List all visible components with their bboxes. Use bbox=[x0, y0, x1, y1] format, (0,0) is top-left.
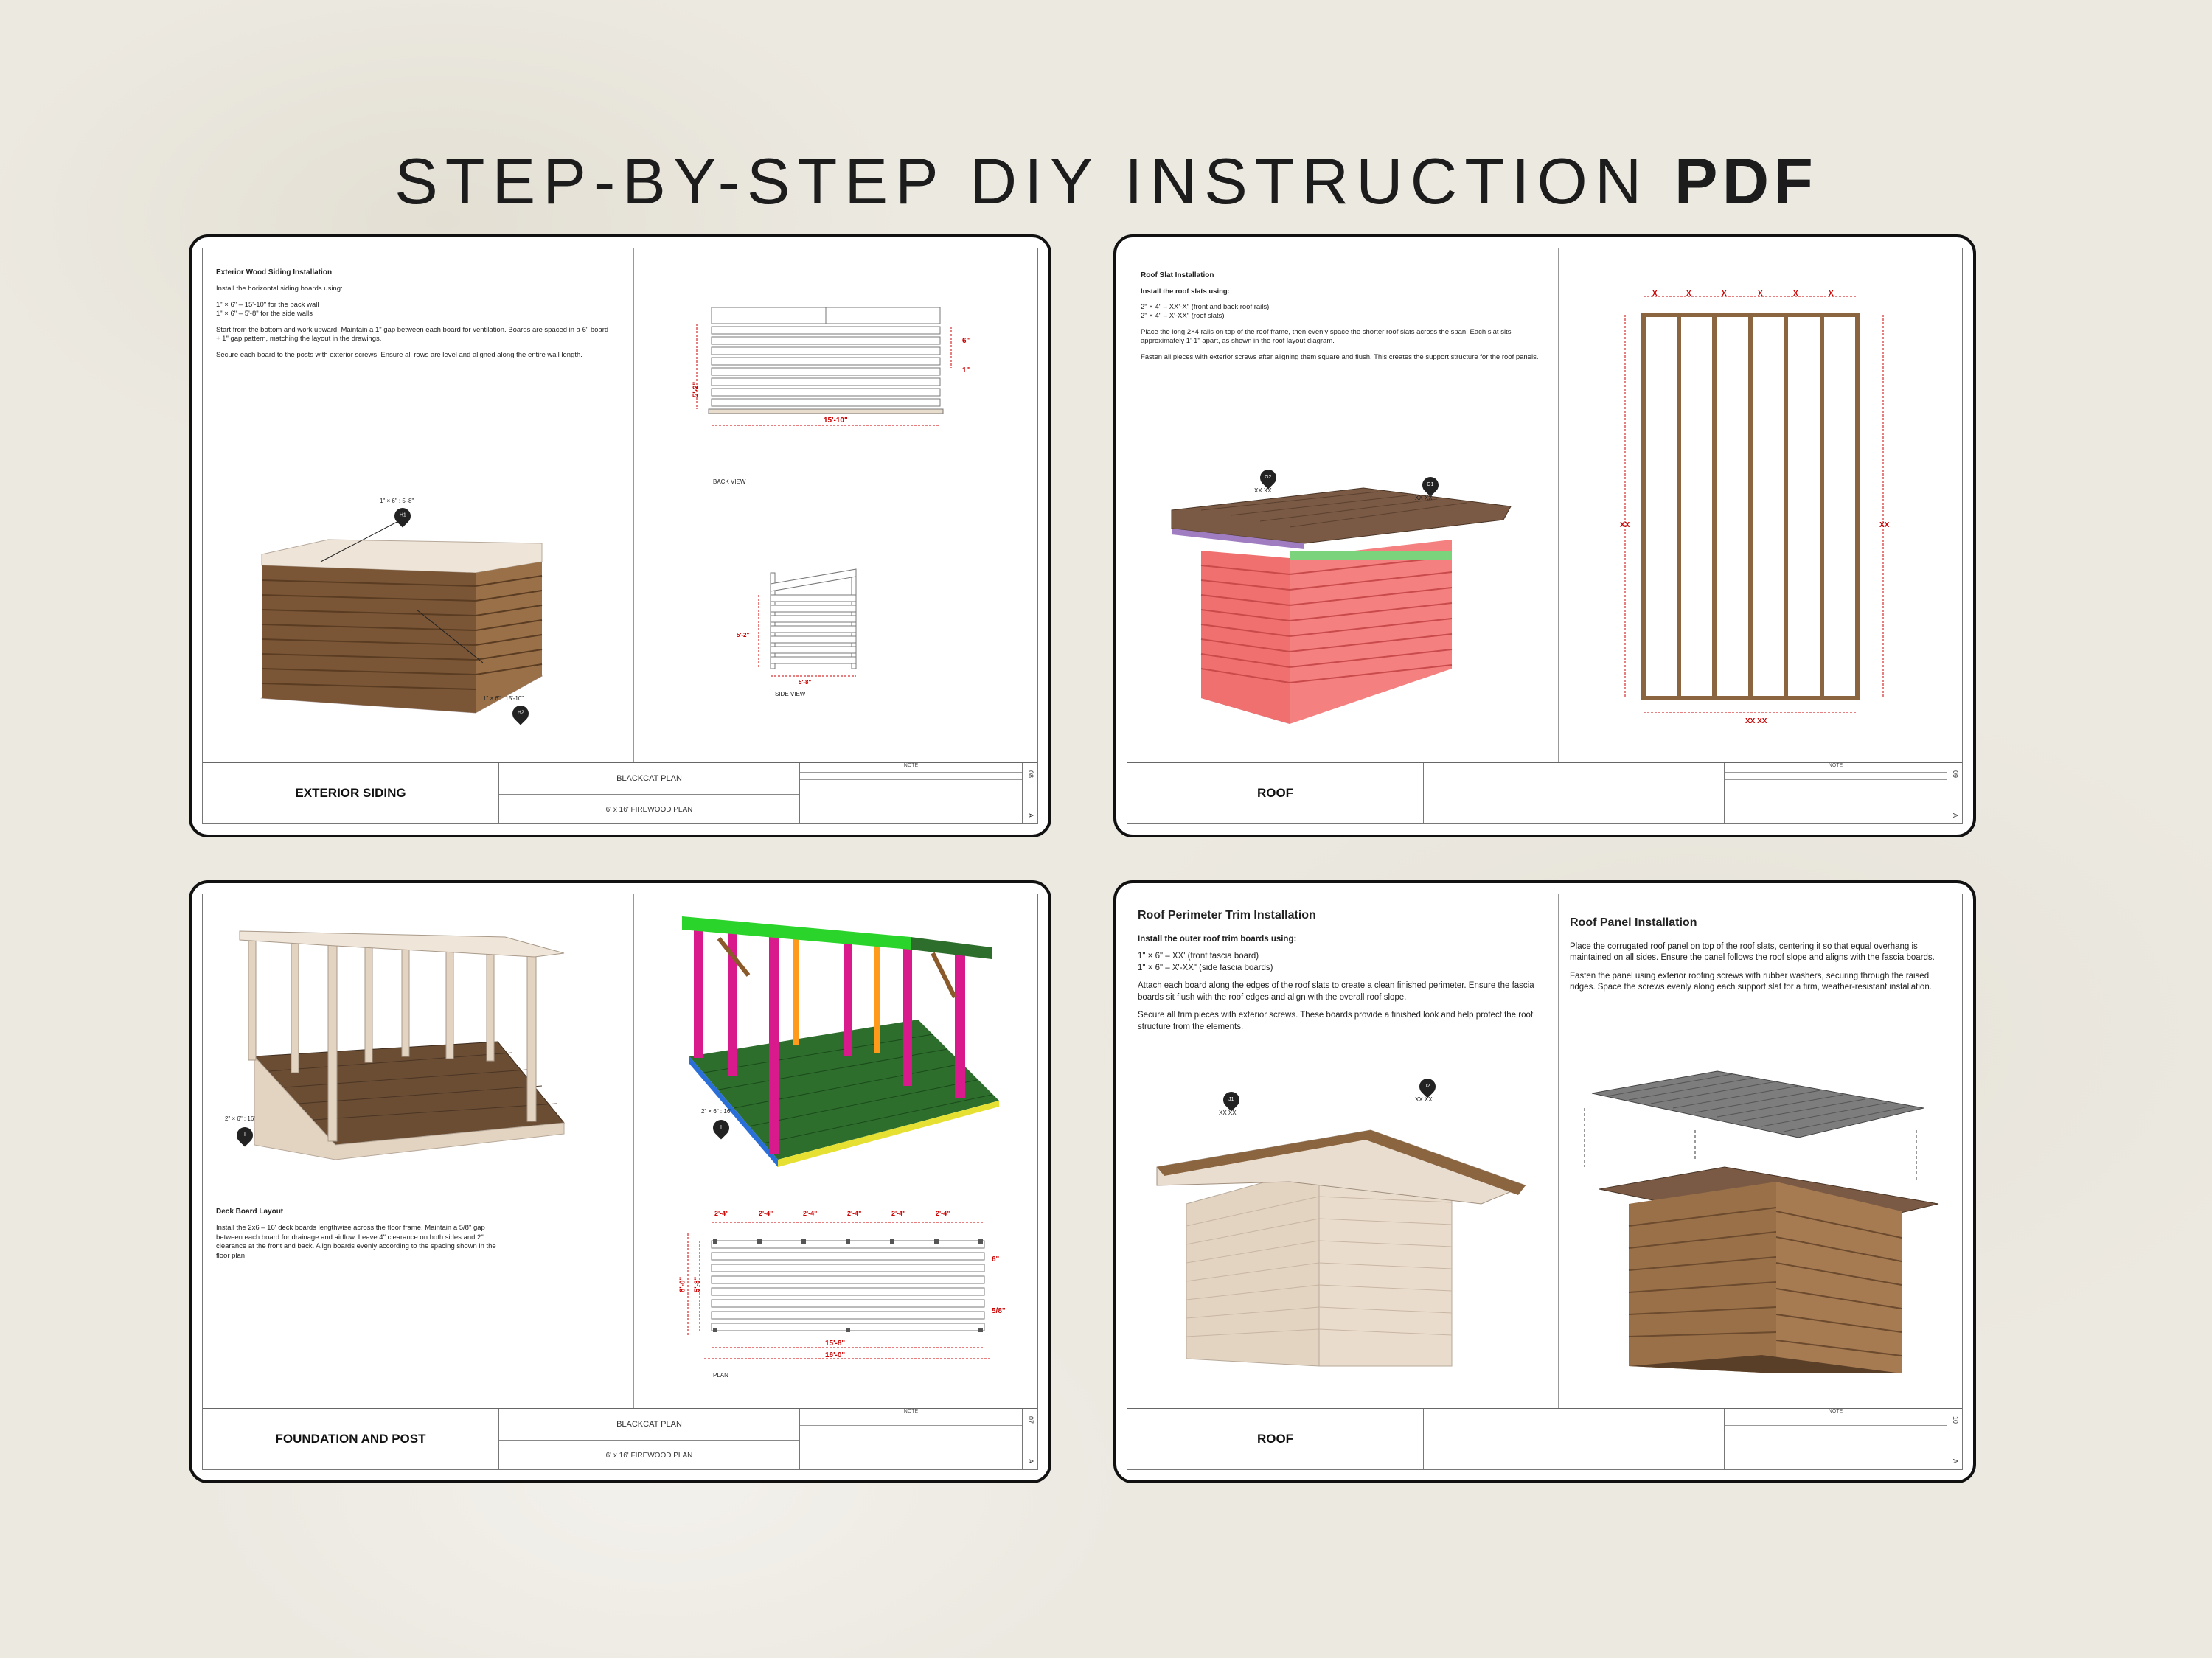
panel-iso-drawing bbox=[1570, 1064, 1953, 1388]
instructions-p4: Secure each board to the posts with exterior screws. Ensure all rows are level and aligned along the entire wall length. bbox=[216, 350, 582, 359]
note-line bbox=[1725, 1425, 1947, 1426]
note-box bbox=[800, 763, 1023, 823]
dim-bottom: XX XX bbox=[1745, 717, 1767, 725]
back-view-drawing bbox=[675, 300, 984, 470]
sheet-title: EXTERIOR SIDING bbox=[203, 763, 499, 823]
dim-x-2: X bbox=[1686, 290, 1691, 298]
dim-spacing-1: 2'-4" bbox=[714, 1210, 729, 1217]
dim-spacing-6: 2'-4" bbox=[936, 1210, 950, 1217]
sheet-exterior-siding bbox=[189, 234, 1051, 837]
plan-info bbox=[499, 763, 800, 823]
note-box bbox=[1725, 1409, 1947, 1469]
sheet-number-box bbox=[1947, 763, 1964, 823]
dim-xx-right: XX bbox=[1879, 521, 1890, 529]
sheet-title: ROOF bbox=[1127, 1409, 1424, 1469]
dim-side-width: 5'-8" bbox=[799, 679, 812, 686]
headline-main: STEP-BY-STEP DIY INSTRUCTION bbox=[394, 144, 1649, 217]
sheet-divider bbox=[633, 248, 634, 763]
tag-g2-text: XX XX bbox=[1254, 487, 1272, 494]
instructions-heading: Roof Slat Installation bbox=[1141, 271, 1214, 279]
note-line bbox=[800, 779, 1022, 780]
note-line bbox=[1725, 779, 1947, 780]
trim-sub: Install the outer roof trim boards using: bbox=[1138, 934, 1297, 944]
panel-r1: Place the corrugated roof panel on top of the roof slats, centering it so that equal overhang is maintained on all sides. Ensure the panel follows the roof slope and aligns with the fascia boards. bbox=[1570, 941, 1935, 963]
instructions-sub: Install the roof slats using: bbox=[1141, 288, 1230, 296]
sheet-title: ROOF bbox=[1127, 763, 1424, 823]
back-view-label: BACK VIEW bbox=[713, 478, 746, 485]
sheet-number-box bbox=[1023, 763, 1039, 823]
dim-gap: 1" bbox=[962, 366, 970, 375]
sheet-roof-slat bbox=[1113, 234, 1976, 837]
note-label: NOTE bbox=[800, 763, 1022, 773]
instructions bbox=[216, 1207, 496, 1267]
roof-slat-plan-drawing bbox=[1614, 285, 1909, 713]
sheet-roof-trim-panel bbox=[1113, 880, 1976, 1483]
instructions-p2: 1" × 6" – 15'-10" for the back wall 1" × 6" – 5'-8" for the side walls bbox=[216, 300, 319, 318]
instructions bbox=[216, 268, 614, 366]
sheet-foundation-post bbox=[189, 880, 1051, 1483]
page-headline bbox=[0, 144, 2212, 219]
instructions-p3: Fasten all pieces with exterior screws after aligning them square and flush. This creates the support structure for the roof panels. bbox=[1141, 352, 1539, 361]
deck-plan-drawing bbox=[675, 1211, 1014, 1388]
callout-post: 2" × 6" : 16' bbox=[225, 1115, 255, 1122]
title-block bbox=[203, 762, 1037, 823]
plan-subtitle: 6' x 16' FIREWOOD PLAN bbox=[605, 1451, 693, 1460]
dim-spacing-2: 2'-4" bbox=[759, 1210, 773, 1217]
revision: A bbox=[1027, 812, 1034, 818]
note-label: NOTE bbox=[800, 1409, 1022, 1418]
dim-x-1: X bbox=[1652, 290, 1658, 298]
note-box bbox=[800, 1409, 1023, 1469]
tag-deck: I bbox=[709, 1116, 732, 1139]
tag-j1-text: XX XX bbox=[1219, 1110, 1237, 1116]
dim-x-4: X bbox=[1758, 290, 1763, 298]
trim-heading: Roof Perimeter Trim Installation bbox=[1138, 909, 1316, 922]
plan-info bbox=[499, 1409, 800, 1469]
sheet-title: FOUNDATION AND POST bbox=[203, 1409, 499, 1469]
sheet-frame bbox=[1127, 894, 1963, 1470]
dim-board-width: 6" bbox=[992, 1255, 1000, 1264]
callout-h1: 1" × 6" : 5'-8" bbox=[380, 498, 414, 504]
dim-depth-outer: 6'-0" bbox=[678, 1276, 687, 1293]
sheet-divider bbox=[1558, 248, 1559, 763]
instructions bbox=[1141, 271, 1539, 369]
dim-x-6: X bbox=[1829, 290, 1834, 298]
title-block bbox=[1127, 1408, 1962, 1469]
sheet-divider bbox=[1558, 894, 1559, 1409]
plan-label: PLAN bbox=[713, 1372, 728, 1379]
trim-instructions bbox=[1138, 908, 1543, 1039]
dim-inner-length: 15'-8" bbox=[825, 1340, 846, 1348]
dim-x-3: X bbox=[1722, 290, 1727, 298]
roof-slat-iso-drawing bbox=[1157, 470, 1526, 742]
tag-h2: H2 bbox=[509, 702, 532, 725]
tag-g1-text: XX XX bbox=[1415, 495, 1433, 501]
tag-post: I bbox=[233, 1124, 256, 1146]
plan-name: BLACKCAT PLAN bbox=[499, 763, 799, 795]
callout-deck: 2" × 6" : 16' bbox=[701, 1108, 731, 1115]
instructions-p1: Install the horizontal siding boards using: bbox=[216, 285, 343, 293]
note-box bbox=[1725, 763, 1947, 823]
dim-side-height: 5'-2" bbox=[737, 632, 750, 638]
tag-j2: J2 bbox=[1416, 1075, 1439, 1098]
tag-j1: J1 bbox=[1220, 1088, 1242, 1111]
revision: A bbox=[1952, 1458, 1959, 1463]
panel-r2: Fasten the panel using exterior roofing screws with rubber washers, securing through the raised ridges. Space the screws evenly along each support slat for a firm, weather-resistant installation. bbox=[1570, 971, 1932, 992]
side-view-drawing bbox=[748, 565, 896, 683]
panel-instructions bbox=[1570, 915, 1953, 1000]
instructions-p3: Start from the bottom and work upward. Maintain a 1" gap between each board for ventilation. Boards are spaced in a 6" board + 1" gap pattern, matching the layout in the drawings. bbox=[216, 325, 609, 344]
trim-p1: 1" × 6" – XX' (front fascia board) 1" × 6" – X'-XX" (side fascia boards) bbox=[1138, 952, 1273, 972]
revision: A bbox=[1027, 1458, 1034, 1463]
callout-h2: 1" × 6" : 15'-10" bbox=[483, 695, 524, 702]
title-block bbox=[1127, 762, 1962, 823]
note-line bbox=[800, 1425, 1022, 1426]
trim-iso-drawing bbox=[1142, 1115, 1540, 1388]
dim-back-height: 5'-2" bbox=[692, 381, 700, 398]
sheet-divider bbox=[633, 894, 634, 1409]
revision: A bbox=[1952, 812, 1959, 818]
sheet-frame bbox=[202, 894, 1038, 1470]
dim-board-gap: 5/8" bbox=[992, 1307, 1006, 1315]
post-frame-iso-drawing bbox=[232, 924, 616, 1167]
sheet-number: 08 bbox=[1027, 770, 1034, 778]
trim-p3: Secure all trim pieces with exterior screws. These boards provide a finished look and help protect the roof structure from the elements. bbox=[1138, 1011, 1534, 1031]
sheet-number: 10 bbox=[1952, 1415, 1959, 1424]
headline-bold: PDF bbox=[1674, 144, 1818, 217]
sheet-number: 09 bbox=[1952, 770, 1959, 778]
trim-p2: Attach each board along the edges of the roof slats to create a clean finished perimeter. Ensure the fascia boards sit flush with the roof edges and align with the overall roof slope. bbox=[1138, 981, 1534, 1002]
tag-h1: H1 bbox=[391, 504, 414, 527]
dim-board: 6" bbox=[962, 337, 970, 345]
plan-name: BLACKCAT PLAN bbox=[499, 1409, 799, 1441]
instructions-heading: Exterior Wood Siding Installation bbox=[216, 268, 333, 276]
sheet-number: 07 bbox=[1027, 1415, 1034, 1424]
dim-spacing-5: 2'-4" bbox=[891, 1210, 906, 1217]
plan-info bbox=[1424, 1409, 1725, 1469]
dim-x-5: X bbox=[1793, 290, 1798, 298]
instructions-p2: Place the long 2×4 rails on top of the roof frame, then evenly space the shorter roof slats across the span. Each slat sits approximately 1'-1" apart, as shown in the roof layout diagram. bbox=[1141, 327, 1512, 346]
instructions-p1: Install the 2x6 – 16' deck boards lengthwise across the floor frame. Maintain a 5/8" gap between each board for drainage and airflow. Leave 4" clearance on both sides and 2" clearance at the front and back. Align boards evenly according to the spacing shown in the floor plan. bbox=[216, 1224, 496, 1260]
dim-outer-length: 16'-0" bbox=[825, 1351, 846, 1359]
dim-back-width: 15'-10" bbox=[824, 417, 848, 425]
tag-j2-text: XX XX bbox=[1415, 1096, 1433, 1103]
tag-g2: G2 bbox=[1256, 466, 1279, 489]
sheet-number-box bbox=[1023, 1409, 1039, 1469]
title-block bbox=[203, 1408, 1037, 1469]
instructions-heading: Deck Board Layout bbox=[216, 1208, 284, 1216]
dim-xx-left: XX bbox=[1620, 521, 1630, 529]
panel-heading: Roof Panel Installation bbox=[1570, 916, 1697, 929]
sheet-frame bbox=[202, 248, 1038, 824]
dim-depth-inner: 5'-8" bbox=[693, 1276, 702, 1293]
tag-g1: G1 bbox=[1419, 473, 1441, 496]
note-label: NOTE bbox=[1725, 763, 1947, 773]
plan-subtitle: 6' x 16' FIREWOOD PLAN bbox=[605, 805, 693, 814]
plan-info bbox=[1424, 763, 1725, 823]
sheet-number-box bbox=[1947, 1409, 1964, 1469]
dim-spacing-3: 2'-4" bbox=[803, 1210, 818, 1217]
dim-spacing-4: 2'-4" bbox=[847, 1210, 862, 1217]
sheet-frame bbox=[1127, 248, 1963, 824]
instructions-p1: 2" × 4" – XX'-X" (front and back roof rails) 2" × 4" – X'-XX" (roof slats) bbox=[1141, 302, 1270, 321]
note-label: NOTE bbox=[1725, 1409, 1947, 1418]
side-view-label: SIDE VIEW bbox=[775, 691, 806, 697]
